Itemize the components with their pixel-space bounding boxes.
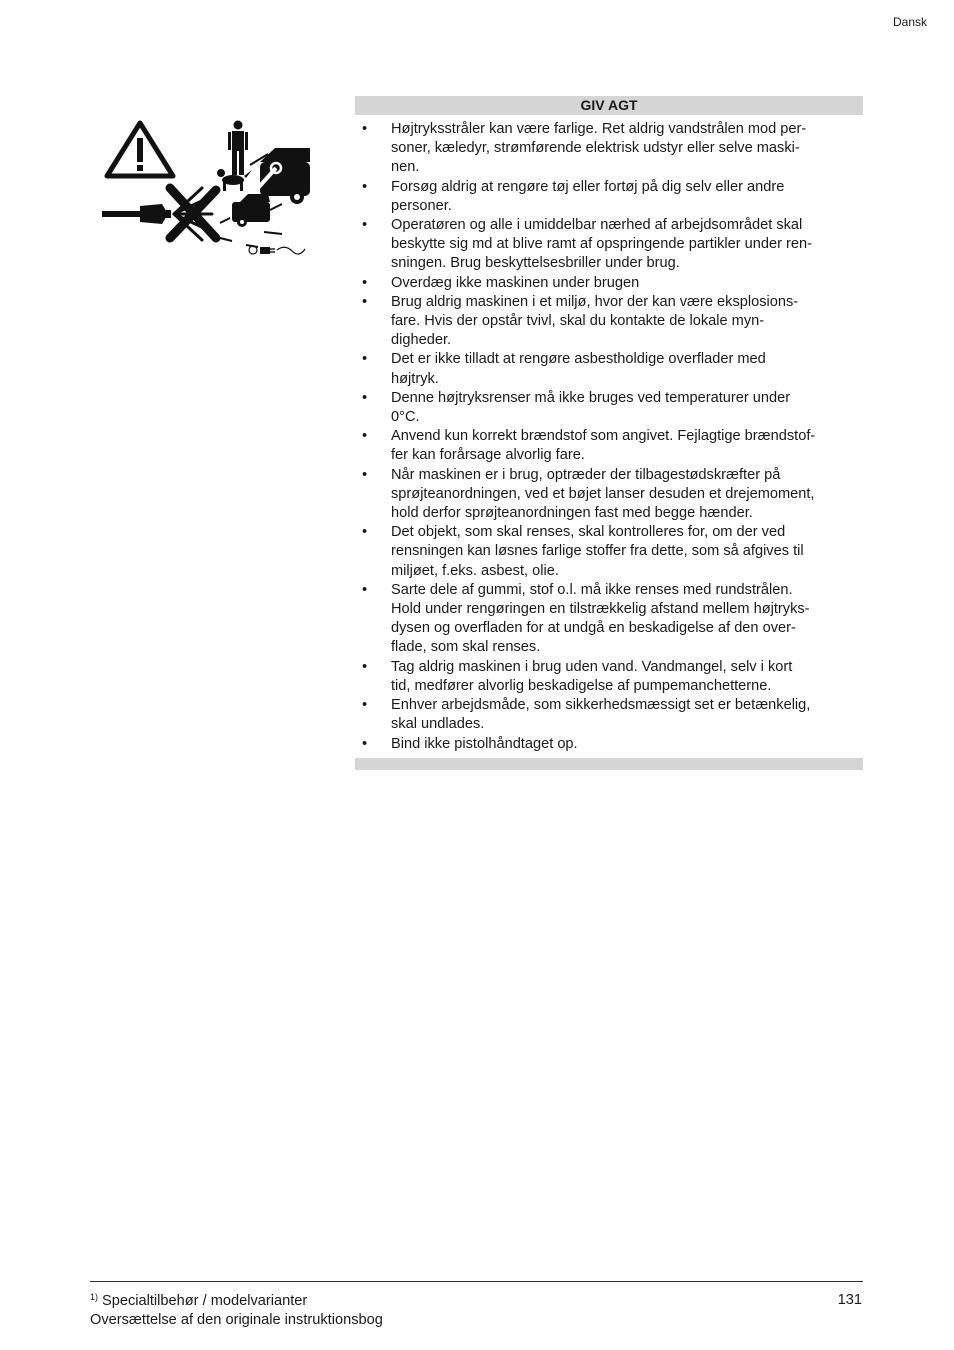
warning-item — [355, 274, 863, 293]
warning-item — [355, 735, 863, 754]
bullet-icon: • — [362, 351, 368, 368]
warning-item-text: Overdæg ikke maskinen under brugen — [391, 274, 640, 291]
machine-icon — [232, 194, 282, 227]
warning-item — [355, 350, 863, 388]
warning-item — [355, 178, 863, 216]
warning-item-text: Denne højtryksrenser må ikke bruges ved temperaturer under 0°C. — [391, 389, 791, 426]
warning-item-text: Når maskinen er i brug, optræder der tilbagestødskræfter på sprøjteanordningen, ved et bøjet lanser desuden et drejemoment, hold derfor sprøjteanordningen fast med begge hænder. — [391, 466, 815, 522]
warning-item — [355, 427, 863, 465]
warning-item — [355, 120, 863, 178]
bullet-icon: • — [362, 735, 368, 752]
warning-list — [355, 115, 863, 754]
translation-note: Oversættelse af den originale instruktionsbog — [90, 1312, 383, 1328]
bullet-icon: • — [362, 524, 368, 541]
warning-box-footer — [355, 758, 863, 770]
warning-item — [355, 581, 863, 658]
page-number: 131 — [837, 1292, 862, 1308]
warning-item — [355, 696, 863, 734]
footer-divider — [90, 1281, 863, 1282]
warning-title: GIV AGT — [355, 96, 863, 115]
bullet-icon: • — [362, 428, 368, 445]
warning-item-text: Det objekt, som skal renses, skal kontrolleres for, om der ved rensningen kan løsnes farlige stoffer fra dette, som så afgives til miljøet, f.eks. asbest, olie. — [391, 524, 804, 579]
warning-item-text: Forsøg aldrig at rengøre tøj eller fortøj på dig selv eller andre personer. — [391, 178, 785, 214]
person-icon — [228, 121, 248, 176]
warning-item-text: Operatøren og alle i umiddelbar nærhed af arbejdsområdet skal beskytte sig md at blive ramt af opspringende partikler under ren- sningen. Brug beskyttelsesbriller under brug. — [391, 217, 812, 272]
warning-item-text: Tag aldrig maskinen i brug uden vand. Vandmangel, selv i kort tid, medfører alvorlig beskadigelse af pumpemanchetterne. — [391, 658, 793, 694]
warning-item — [355, 658, 863, 696]
warning-item-text: Sarte dele af gummi, stof o.l. må ikke renses med rundstrålen. Hold under rengøringen en tilstrækkelig afstand mellem højtryks- dysen og overfladen for at undgå en beskadigelse af den over- flade, som skal renses. — [391, 581, 810, 656]
warning-item-text: Højtryksstråler kan være farlige. Ret aldrig vandstrålen mod per- soner, kæledyr, strømførende elektrisk udstyr eller selve maski- nen. — [391, 121, 807, 176]
warning-item — [355, 293, 863, 351]
bullet-icon: • — [362, 389, 368, 406]
footnote-marker: 1) — [90, 1292, 99, 1302]
warning-item — [355, 389, 863, 427]
bullet-icon: • — [362, 121, 368, 137]
spray-nozzle-icon — [102, 204, 171, 224]
footnote — [90, 1292, 307, 1309]
warning-item-text: Enhver arbejdsmåde, som sikkerhedsmæssigt set er betænkelig, skal undlades. — [391, 697, 811, 733]
warning-item — [355, 466, 863, 524]
bullet-icon: • — [362, 178, 368, 195]
language-label: Dansk — [892, 15, 927, 29]
footnote-text: Specialtilbehør / modelvarianter — [102, 1293, 308, 1309]
warning-box — [355, 96, 863, 770]
bullet-icon: • — [362, 581, 368, 598]
bullet-icon: • — [362, 293, 368, 310]
warning-item-text: Det er ikke tilladt at rengøre asbestholdige overflader med højtryk. — [391, 351, 766, 387]
bullet-icon: • — [362, 466, 368, 483]
warning-item-text: Bind ikke pistolhåndtaget op. — [391, 735, 578, 752]
bullet-icon: • — [362, 697, 368, 714]
bullet-icon: • — [362, 217, 368, 234]
warning-item — [355, 216, 863, 274]
warning-item-text: Anvend kun korrekt brændstof som angivet. Fejlagtige brændstof- fer kan forårsage alvorlig fare. — [391, 428, 816, 464]
safety-warning-pictogram — [100, 118, 310, 268]
bullet-icon: • — [362, 658, 368, 675]
warning-item-text: Brug aldrig maskinen i et miljø, hvor der kan være eksplosions- fare. Hvis der opstår tvivl, skal du kontakte de lokale myn- digheder. — [391, 293, 799, 349]
bullet-icon: • — [362, 274, 368, 291]
warning-triangle-icon — [107, 123, 173, 176]
warning-item — [355, 523, 863, 581]
